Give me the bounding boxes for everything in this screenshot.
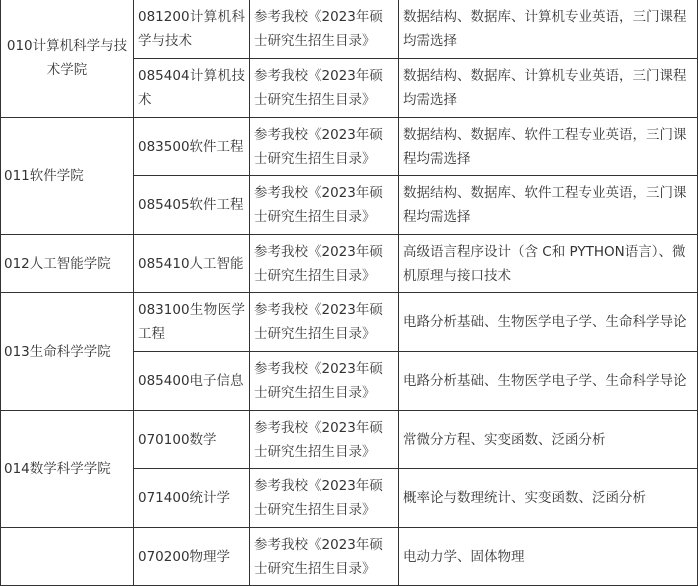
reference-cell: 参考我校《2023年硕士研究生招生目录》	[250, 118, 399, 176]
college-cell: 010计算机科学与技术学院	[1, 0, 134, 118]
subjects-cell: 高级语言程序设计（含 C和 PYTHON语言）、微机原理与接口技术	[399, 235, 698, 293]
table-row	[1, 118, 698, 176]
major-cell: 083500软件工程	[134, 118, 250, 176]
subjects-cell: 数据结构、数据库、软件工程专业英语，三门课程均需选择	[399, 118, 698, 176]
reference-cell: 参考我校《2023年硕士研究生招生目录》	[250, 59, 399, 118]
reference-cell: 参考我校《2023年硕士研究生招生目录》	[250, 176, 399, 235]
college-cell: 014数学科学学院	[1, 411, 134, 528]
subjects-cell: 电路分析基础、生物医学电子学、生命科学导论	[399, 352, 698, 411]
reference-cell: 参考我校《2023年硕士研究生招生目录》	[250, 293, 399, 352]
subjects-cell: 概率论与数理统计、实变函数、泛函分析	[399, 469, 698, 528]
college-cell: 013生命科学学院	[1, 293, 134, 411]
major-cell: 070100数学	[134, 411, 250, 469]
subjects-cell: 数据结构、数据库、软件工程专业英语，三门课程均需选择	[399, 176, 698, 235]
subjects-cell: 电动力学、固体物理	[399, 528, 698, 586]
major-cell: 071400统计学	[134, 469, 250, 528]
subjects-cell: 电路分析基础、生物医学电子学、生命科学导论	[399, 293, 698, 352]
reference-cell: 参考我校《2023年硕士研究生招生目录》	[250, 352, 399, 411]
table-row	[1, 293, 698, 352]
table-row	[1, 235, 698, 293]
table-row	[1, 411, 698, 469]
major-cell: 083100生物医学工程	[134, 293, 250, 352]
subjects-cell: 数据结构、数据库、计算机专业英语，三门课程均需选择	[399, 59, 698, 118]
college-cell: 012人工智能学院	[1, 235, 134, 293]
reference-cell: 参考我校《2023年硕士研究生招生目录》	[250, 411, 399, 469]
major-cell: 081200计算机科学与技术	[134, 0, 250, 59]
college-cell	[1, 528, 134, 586]
table-row	[1, 0, 698, 59]
major-cell: 085404计算机技术	[134, 59, 250, 118]
table-row	[1, 528, 698, 586]
reference-cell: 参考我校《2023年硕士研究生招生目录》	[250, 528, 399, 586]
major-cell: 085410人工智能	[134, 235, 250, 293]
major-cell: 085400电子信息	[134, 352, 250, 411]
major-cell: 085405软件工程	[134, 176, 250, 235]
major-cell: 070200物理学	[134, 528, 250, 586]
reference-cell: 参考我校《2023年硕士研究生招生目录》	[250, 0, 399, 59]
subjects-cell: 数据结构、数据库、计算机专业英语，三门课程均需选择	[399, 0, 698, 59]
reference-cell: 参考我校《2023年硕士研究生招生目录》	[250, 235, 399, 293]
subjects-cell: 常微分方程、实变函数、泛函分析	[399, 411, 698, 469]
reference-cell: 参考我校《2023年硕士研究生招生目录》	[250, 469, 399, 528]
college-cell: 011软件学院	[1, 118, 134, 235]
